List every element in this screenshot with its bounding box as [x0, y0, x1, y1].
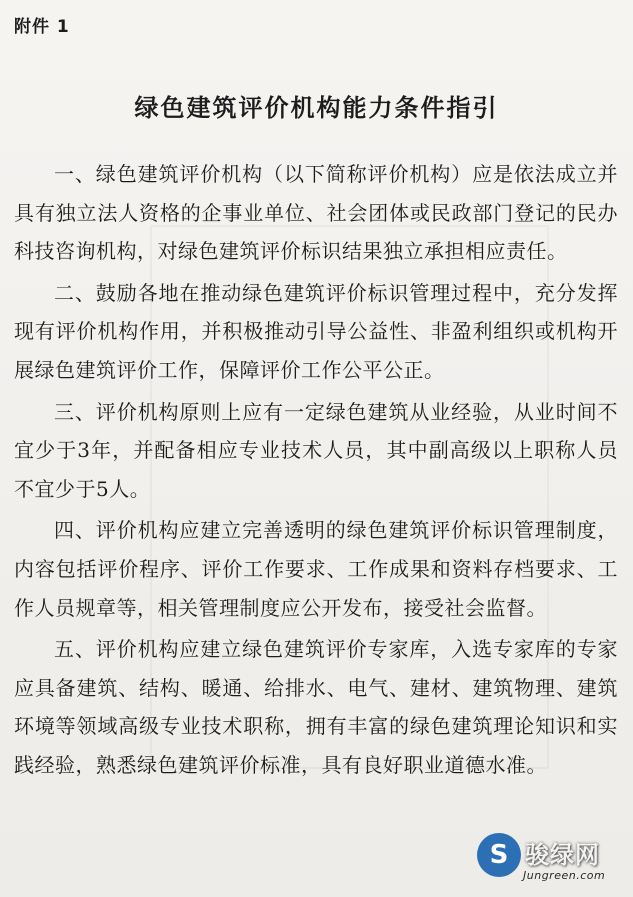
watermark-url: Jungreen.com	[523, 869, 606, 882]
paragraph-1: 一、绿色建筑评价机构（以下简称评价机构）应是依法成立并具有独立法人资格的企事业单位、社会团体或民政部门登记的民办科技咨询机构，对绿色建筑评价标识结果独立承担相应责任。	[14, 162, 618, 264]
paragraph-3: 三、评价机构原则上应有一定绿色建筑从业经验，从业时间不宜少于3年，并配备相应专业技术人员，其中副高级以上职称人员不宜少于5人。	[14, 399, 618, 501]
document-body	[14, 155, 618, 788]
paragraph-5: 五、评价机构应建立绿色建筑评价专家库，入选专家库的专家应具备建筑、结构、暖通、给排水、电气、建材、建筑物理、建筑环境等领域高级专业技术职称，拥有丰富的绿色建筑理论知识和实践经验，熟悉绿色建筑评价标准，具有良好职业道德水准。	[14, 637, 618, 777]
watermark-name: 骏绿网	[525, 841, 600, 869]
paragraph-2: 二、鼓励各地在推动绿色建筑评价标识管理过程中，充分发挥现有评价机构作用，并积极推动引导公益性、非盈利组织或机构开展绿色建筑评价工作，保障评价工作公平公正。	[14, 280, 618, 382]
site-watermark	[477, 833, 627, 889]
document-title: 绿色建筑评价机构能力条件指引	[134, 94, 499, 122]
attachment-label: 附件 1	[14, 17, 70, 37]
paragraph-4: 四、评价机构应建立完善透明的绿色建筑评价标识管理制度，内容包括评价程序、评价工作要求、工作成果和资料存档要求、工作人员规章等，相关管理制度应公开发布，接受社会监督。	[14, 518, 618, 620]
watermark-logo-icon: S	[477, 833, 521, 877]
